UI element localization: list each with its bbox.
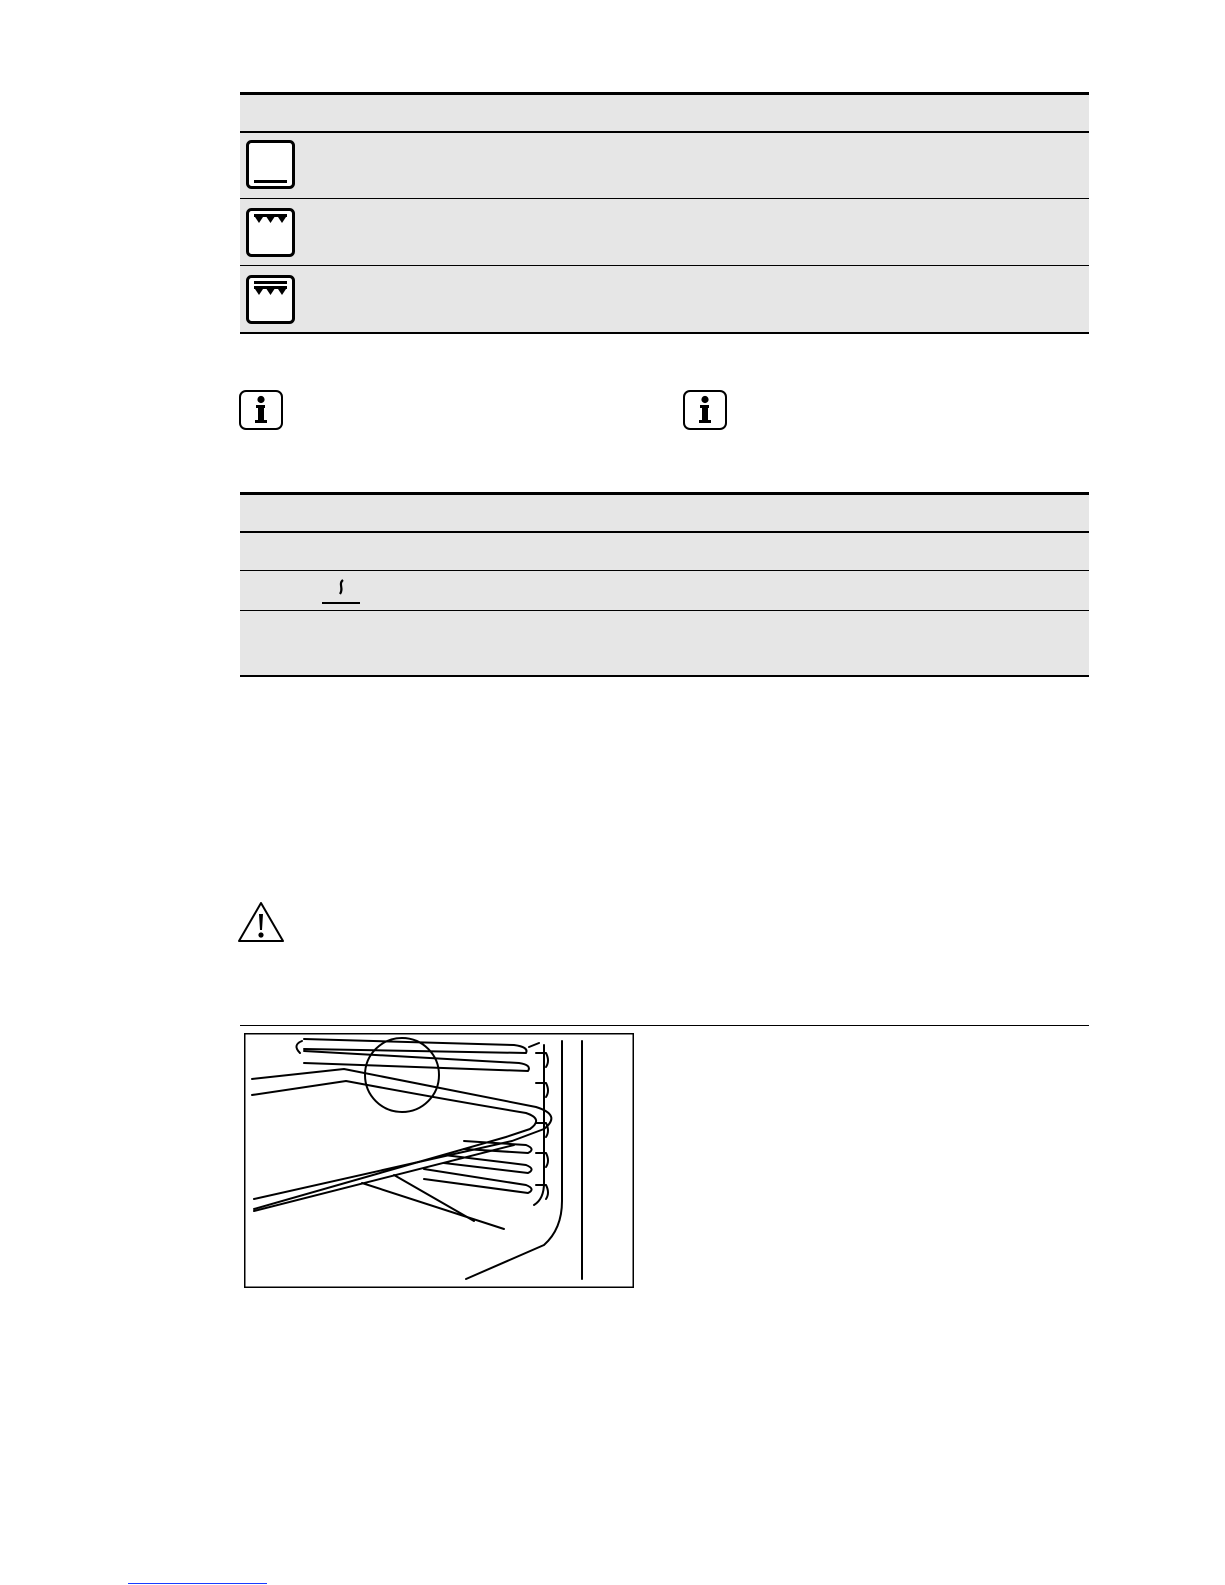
table2-row-divider (240, 570, 1089, 571)
info-icon (683, 390, 727, 430)
table1-row-divider (240, 198, 1089, 199)
oven-top-heat-grill-icon (246, 275, 295, 324)
table1-top-rule (240, 92, 1089, 95)
figure-top-rule (240, 1025, 1089, 1026)
oven-tray-shelf-illustration (244, 1033, 634, 1288)
table1-bottom-rule (240, 332, 1089, 334)
table2-row-divider (240, 610, 1089, 611)
footer-link-underline (128, 1583, 267, 1584)
table1-row-divider (240, 265, 1089, 266)
table2-bottom-rule (240, 675, 1089, 677)
table1-background (240, 93, 1089, 333)
table2-row-divider (240, 531, 1089, 533)
table2-header (250, 498, 1080, 528)
oven-bottom-heat-icon (246, 140, 295, 189)
info-icon (239, 390, 283, 430)
warning-triangle-icon (237, 900, 285, 944)
table2-top-rule (240, 492, 1089, 495)
table1-row-divider (240, 131, 1089, 133)
table1-header (250, 98, 1080, 128)
residual-heat-icon (322, 574, 360, 606)
oven-top-heat-icon (246, 208, 295, 257)
